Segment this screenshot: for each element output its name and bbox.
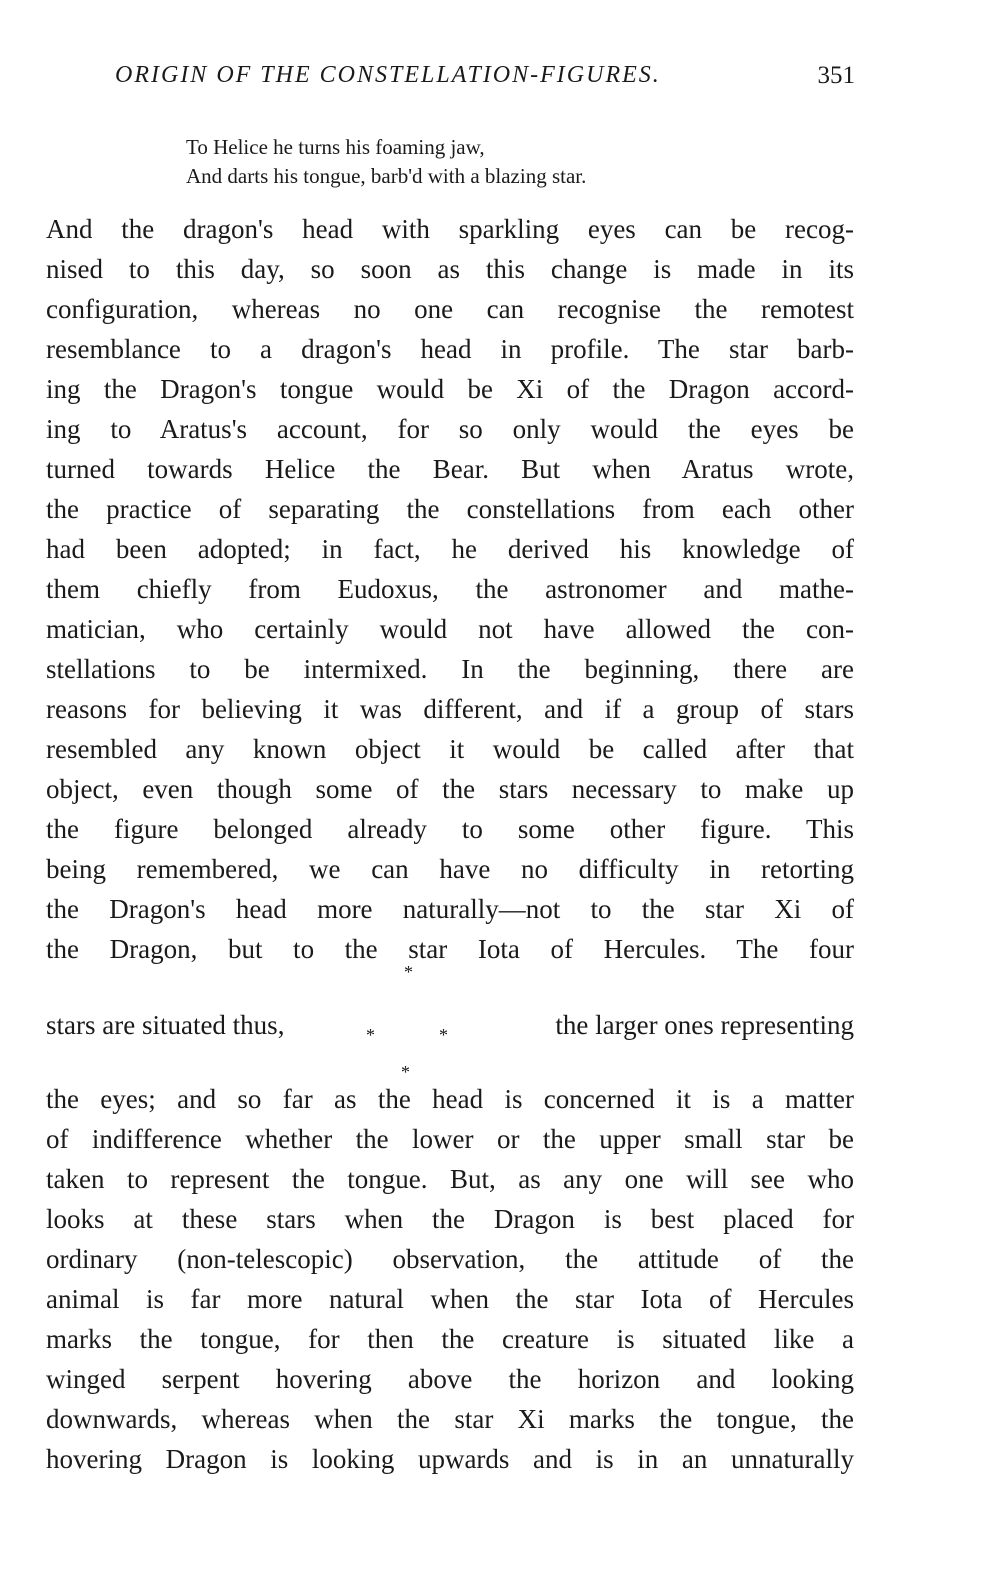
star-diagram-right-eye-star: * — [439, 1025, 448, 1045]
text-line: the Dragon's head more naturally—not to the star Xi of — [46, 894, 854, 924]
text-line: being remembered, we can have no difficulty in retorting — [46, 854, 854, 884]
verse-line: And darts his tongue, barb'd with a blazing star. — [186, 164, 587, 188]
text-line: hovering Dragon is looking upwards and is in an unnaturally — [46, 1444, 854, 1474]
text-line: stellations to be intermixed. In the beginning, there are — [46, 654, 854, 684]
text-line: the practice of separating the constellations from each other — [46, 494, 854, 524]
text-line: downwards, whereas when the star Xi marks the tongue, the — [46, 1404, 854, 1434]
text-line: And the dragon's head with sparkling eyes can be recog- — [46, 214, 854, 244]
text-line: the eyes; and so far as the head is concerned it is a matter — [46, 1084, 854, 1114]
text-line: ing to Aratus's account, for so only would the eyes be — [46, 414, 854, 444]
text-line: had been adopted; in fact, he derived his knowledge of — [46, 534, 854, 564]
body-paragraph-1 — [46, 209, 854, 969]
text-line: ordinary (non-telescopic) observation, the attitude of the — [46, 1244, 854, 1274]
text-line: object, even though some of the stars necessary to make up — [46, 774, 854, 804]
text-line: of indifference whether the lower or the upper small star be — [46, 1124, 854, 1154]
text-line: configuration, whereas no one can recognise the remotest — [46, 294, 854, 324]
text-line: animal is far more natural when the star Iota of Hercules — [46, 1284, 854, 1314]
text-line: matician, who certainly would not have allowed the con- — [46, 614, 854, 644]
star-diagram-bottom-star: * — [401, 1062, 410, 1082]
text-line: taken to represent the tongue. But, as any one will see who — [46, 1164, 854, 1194]
text-line: them chiefly from Eudoxus, the astronomer and mathe- — [46, 574, 854, 604]
star-line-left-text: stars are situated thus, — [46, 1010, 285, 1040]
star-diagram-left-eye-star: * — [366, 1025, 375, 1045]
running-header — [115, 62, 855, 102]
page-number: 351 — [817, 62, 855, 89]
text-line: looks at these stars when the Dragon is best placed for — [46, 1204, 854, 1234]
text-line: winged serpent hovering above the horizon and looking — [46, 1364, 854, 1394]
text-line: reasons for believing it was different, and if a group of stars — [46, 694, 854, 724]
verse-line: To Helice he turns his foaming jaw, — [186, 135, 485, 159]
text-line: the figure belonged already to some other figure. This — [46, 814, 854, 844]
text-line: ing the Dragon's tongue would be Xi of the Dragon accord- — [46, 374, 854, 404]
text-line: turned towards Helice the Bear. But when Aratus wrote, — [46, 454, 854, 484]
text-line: nised to this day, so soon as this change is made in its — [46, 254, 854, 284]
text-line: resembled any known object it would be called after that — [46, 734, 854, 764]
text-line: marks the tongue, for then the creature is situated like a — [46, 1324, 854, 1354]
verse-quotation — [186, 133, 586, 191]
star-diagram-top-star: * — [404, 962, 413, 982]
star-line-right-text: the larger ones representing — [555, 1010, 854, 1040]
star-diagram-line — [46, 1003, 854, 1047]
running-header-title: ORIGIN OF THE CONSTELLATION-FIGURES. — [115, 62, 661, 88]
body-paragraph-2 — [46, 1079, 854, 1479]
text-line: the Dragon, but to the star Iota of Hercules. The four — [46, 934, 854, 964]
text-line: resemblance to a dragon's head in profile. The star barb- — [46, 334, 854, 364]
